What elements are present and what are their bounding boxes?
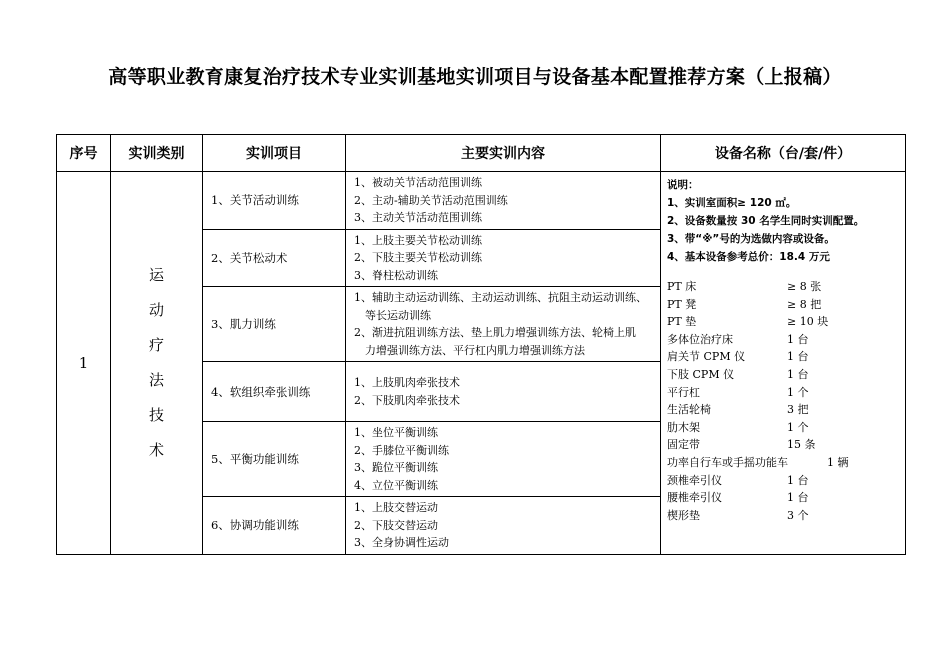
equipment-name: 腰椎牵引仪: [667, 491, 722, 505]
header-category: 实训类别: [111, 135, 203, 172]
category-char: 疗: [148, 335, 164, 354]
equipment-qty: ≥ 10 块: [787, 315, 829, 329]
training-table: [56, 134, 906, 555]
equipment-item: [667, 296, 899, 314]
equipment-name: 功率自行车或手摇功能车: [667, 455, 788, 469]
category-vertical-text: [111, 258, 202, 468]
header-project: 实训项目: [203, 135, 346, 172]
equipment-item: [667, 489, 899, 507]
equipment-name: 肩关节 CPM 仪: [667, 350, 746, 364]
equipment-qty: 1 台: [787, 473, 809, 487]
project-content: [346, 229, 661, 287]
content-line: 3、全身协调性运动: [354, 536, 449, 549]
content-line: 1、坐位平衡训练: [354, 426, 438, 439]
project-name: 5、平衡功能训练: [203, 422, 346, 497]
content-line: 1、上肢肌肉牵张技术: [354, 376, 460, 389]
project-content: [346, 172, 661, 230]
header-equipment: 设备名称（台/套/件）: [661, 135, 906, 172]
equipment-item: [667, 348, 899, 366]
equipment-item: [667, 366, 899, 384]
equipment-qty: 1 台: [787, 332, 809, 346]
category-char: 术: [148, 440, 164, 459]
equipment-name: PT 凳: [667, 297, 697, 311]
content-line: 3、跪位平衡训练: [354, 461, 438, 474]
equipment-name: 下肢 CPM 仪: [667, 367, 735, 381]
equipment-name: 楔形垫: [667, 508, 700, 522]
header-row: [57, 135, 906, 172]
equipment-name: 固定带: [667, 438, 700, 452]
content-line: 4、立位平衡训练: [354, 478, 438, 492]
equipment-name: 平行杠: [667, 385, 700, 399]
equipment-qty: 1 台: [787, 491, 809, 505]
category-cell: [111, 172, 203, 555]
equipment-name: 颈椎牵引仪: [667, 473, 722, 487]
equipment-qty: 1 台: [787, 367, 809, 381]
equipment-item: [667, 278, 899, 296]
content-line: 1、上肢交替运动: [354, 501, 438, 514]
content-line: 1、辅助主动运动训练、主动运动训练、抗阻主动运动训练、: [354, 291, 647, 304]
equipment-qty: 3 把: [787, 403, 809, 417]
content-line: 1、被动关节活动范围训练: [354, 176, 482, 189]
equipment-qty: 1 个: [787, 420, 809, 434]
equipment-item: [667, 454, 899, 472]
content-line: 力增强训练方法、平行杠内肌力增强训练方法: [365, 343, 585, 357]
equipment-item: [667, 313, 899, 331]
equipment-cell: [661, 172, 906, 555]
project-content: [346, 497, 661, 555]
header-no: 序号: [57, 135, 111, 172]
equipment-qty: 3 个: [787, 508, 809, 522]
project-name: 3、肌力训练: [203, 287, 346, 362]
equipment-name: PT 垫: [667, 315, 697, 329]
content-line: 2、主动-辅助关节活动范围训练: [354, 193, 508, 207]
category-char: 运: [148, 265, 164, 284]
equipment-item: [667, 436, 899, 454]
content-line: 1、上肢主要关节松动训练: [354, 233, 482, 247]
table-row: [57, 172, 906, 230]
equipment-qty: 1 台: [787, 350, 809, 364]
header-content: 主要实训内容: [346, 135, 661, 172]
equipment-item: [667, 472, 899, 490]
equipment-qty: ≥ 8 把: [787, 297, 822, 311]
project-content: [346, 362, 661, 422]
category-char: 技: [148, 405, 164, 424]
equipment-qty: 1 个: [787, 385, 809, 399]
equipment-qty: 1 辆: [827, 455, 849, 469]
content-line: 2、下肢交替运动: [354, 518, 438, 532]
equipment-name: 多体位治疗床: [667, 332, 733, 346]
project-content: [346, 287, 661, 362]
content-line: 2、渐进抗阻训练方法、垫上肌力增强训练方法、轮椅上肌: [354, 326, 636, 339]
content-line: 2、下肢主要关节松动训练: [354, 251, 482, 264]
equipment-name: 肋木架: [667, 420, 700, 434]
equipment-item: [667, 384, 899, 402]
equipment-qty: 15 条: [787, 438, 816, 452]
project-name: 4、软组织牵张训练: [203, 362, 346, 422]
equipment-item: [667, 419, 899, 437]
equipment-qty: ≥ 8 张: [787, 280, 822, 293]
project-content: [346, 422, 661, 497]
note-line: 4、基本设备参考总价：18.4 万元: [667, 251, 830, 263]
content-line: 2、手膝位平衡训练: [354, 443, 449, 457]
note-line: 3、带“※”号的为选做内容或设备。: [667, 233, 835, 245]
equipment-list: [667, 278, 899, 524]
project-name: 2、关节松动术: [203, 229, 346, 287]
category-char: 动: [148, 300, 164, 319]
document-title: 高等职业教育康复治疗技术专业实训基地实训项目与设备基本配置推荐方案（上报稿）: [108, 66, 842, 88]
project-name: 1、关节活动训练: [203, 172, 346, 230]
equipment-item: [667, 401, 899, 419]
equipment-item: [667, 331, 899, 349]
equipment-name: PT 床: [667, 280, 697, 293]
content-line: 3、主动关节活动范围训练: [354, 211, 482, 224]
equipment-name: 生活轮椅: [667, 403, 711, 417]
content-line: 3、脊柱松动训练: [354, 268, 438, 282]
notes-title: 说明：: [667, 179, 699, 191]
equipment-item: [667, 507, 899, 525]
note-line: 2、设备数量按 30 名学生同时实训配置。: [667, 215, 865, 227]
content-line: 等长运动训练: [365, 308, 431, 322]
row-number: 1: [57, 172, 111, 555]
category-char: 法: [148, 370, 164, 389]
note-line: 1、实训室面积≥ 120 ㎡。: [667, 197, 797, 209]
project-name: 6、协调功能训练: [203, 497, 346, 555]
content-line: 2、下肢肌肉牵张技术: [354, 393, 460, 407]
